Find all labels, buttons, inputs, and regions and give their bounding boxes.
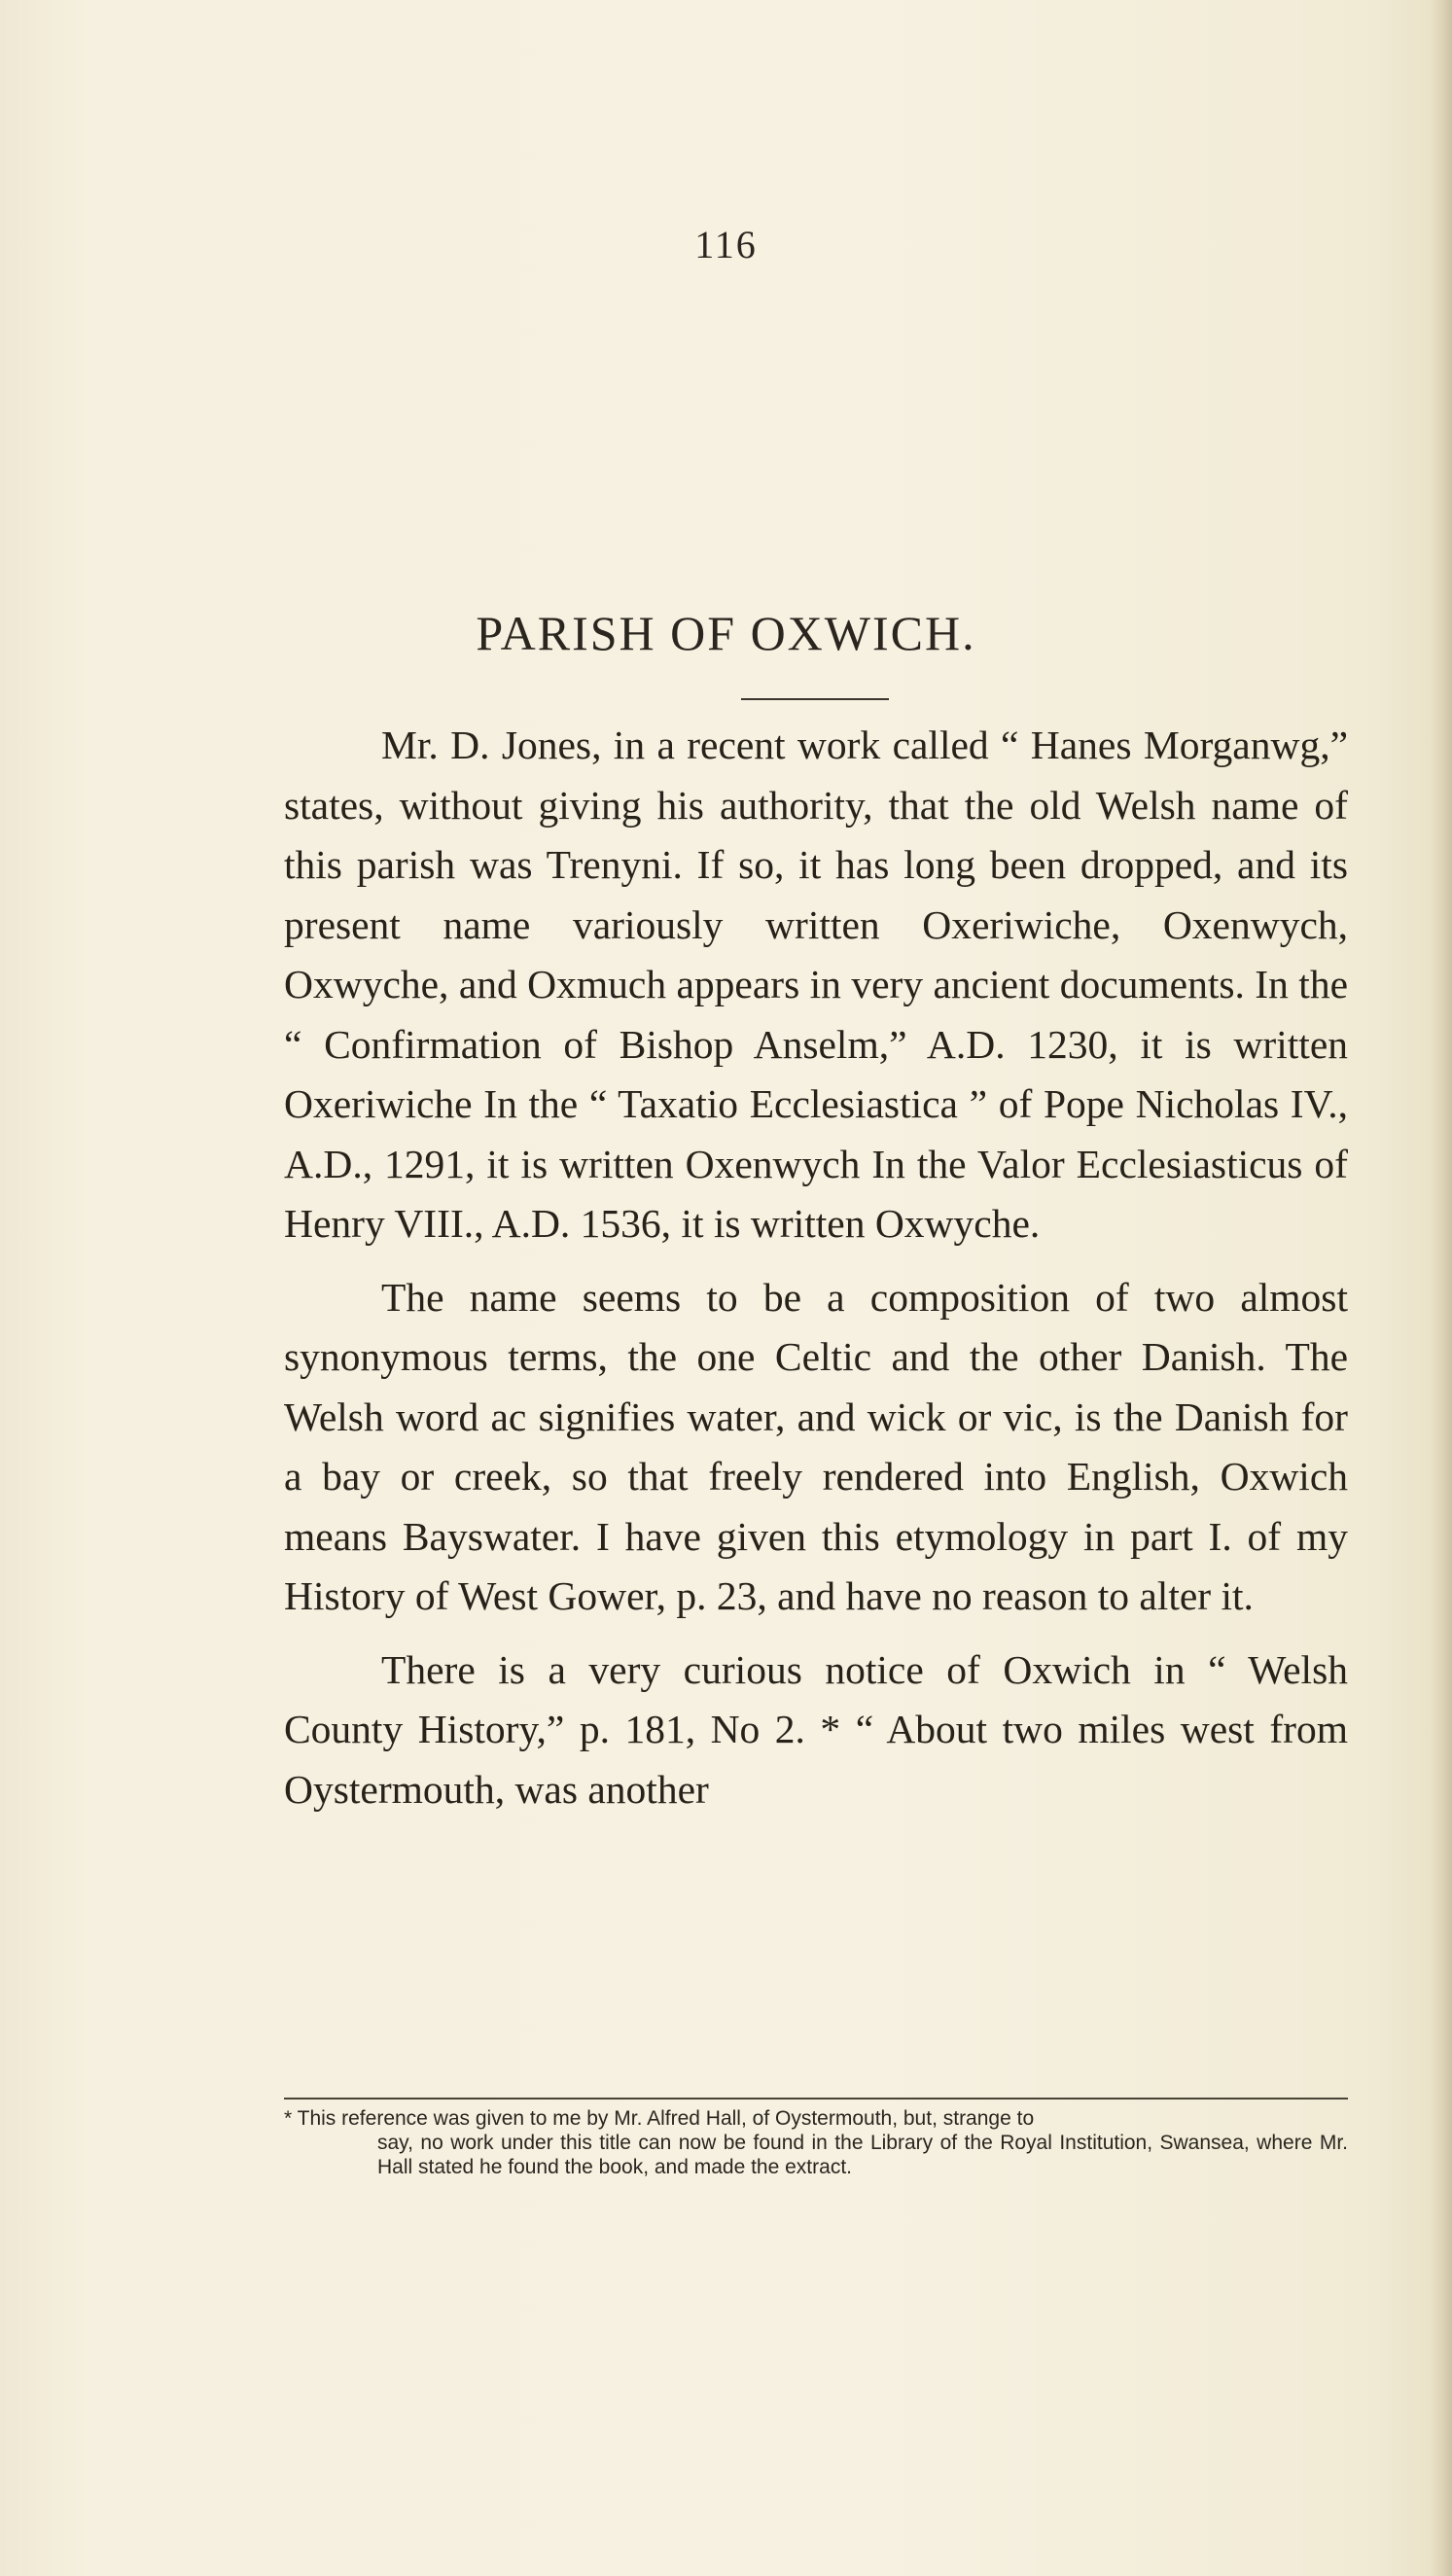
- body-text: [284, 716, 1348, 1819]
- title-underline: [741, 698, 889, 700]
- footnote-continuation: say, no work under this title can now be found in the Library of the Royal Institution, Swansea, where Mr. Hall stated he found the book, and made the extract.: [377, 2132, 1348, 2178]
- paragraph-3: There is a very curious notice of Oxwich in “ Welsh County History,” p. 181, No 2. * “ About two miles west from Oystermouth, was another: [284, 1646, 1348, 1812]
- chapter-title: PARISH OF OXWICH.: [476, 606, 976, 660]
- page-edge-shadow: [1431, 0, 1452, 2576]
- page-number: 116: [694, 223, 758, 266]
- paragraph-2: The name seems to be a composition of two almost synonymous terms, the one Celtic and the other Danish. The Welsh word ac signifies water, and wick or vic, is the Danish for a bay or creek, so that freely rendered into English, Oxwich means Bayswater. I have given this etymology in part I. of my History of West Gower, p. 23, and have no reason to alter it.: [284, 1274, 1348, 1618]
- footnote: [284, 2106, 1348, 2179]
- footnote-first-line: * This reference was given to me by Mr. Alfred Hall, of Oystermouth, but, strange to: [284, 2107, 1035, 2130]
- footnote-divider: [284, 2098, 1348, 2100]
- paragraph-1: Mr. D. Jones, in a recent work called “ Hanes Morganwg,” states, without giving his authority, that the old Welsh name of this parish was Trenyni. If so, it has long been dropped, and its present name variously written Oxeriwiche, Oxenwych, Oxwyche, and Oxmuch appears in very ancient documents. In the “ Confirmation of Bishop Anselm,” A.D. 1230, it is written Oxeriwiche In the “ Taxatio Ecclesiastica ” of Pope Nicholas IV., A.D., 1291, it is written Oxenwych In the Valor Ecclesiasticus of Henry VIII., A.D. 1536, it is written Oxwyche.: [284, 723, 1348, 1246]
